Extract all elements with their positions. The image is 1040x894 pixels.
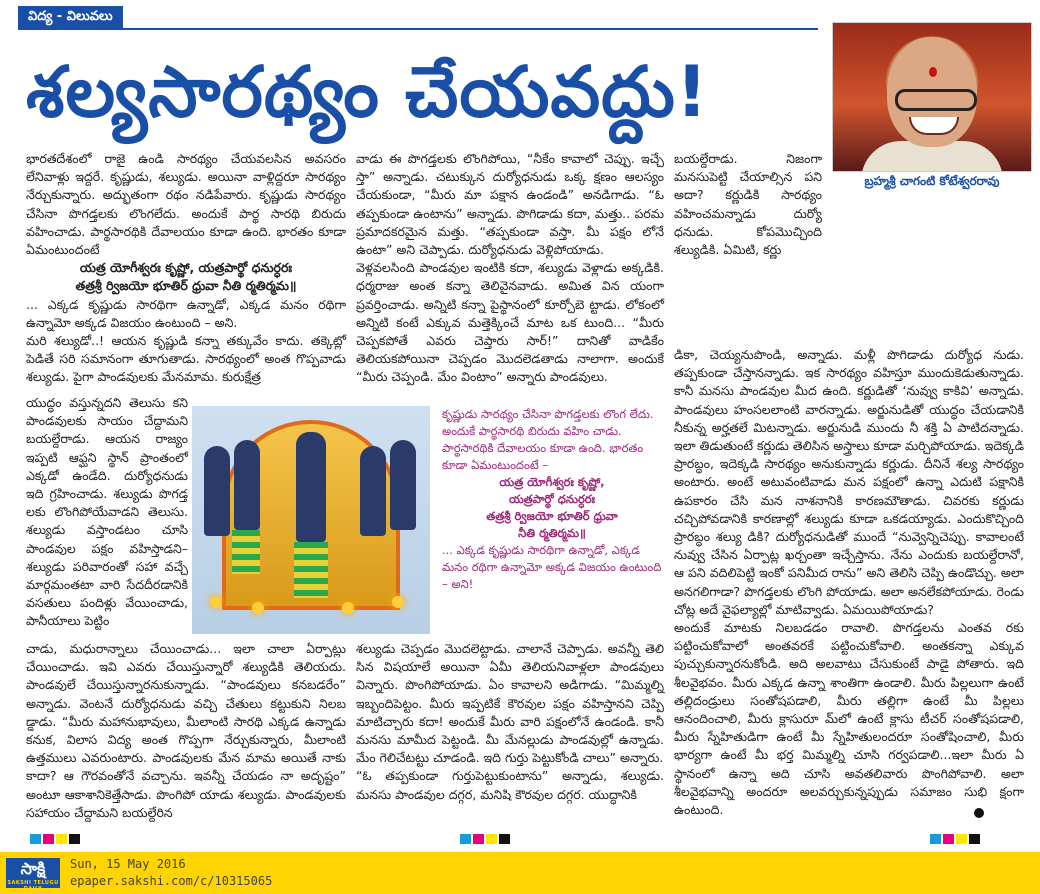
paragraph: యుద్ధం వస్తున్నదని తెలుసు కని పాండవులకు సాయం చేద్దామని బయల్దేరాడు. ఆయన రాజ్యం ఇప్పటి ఆఫ్ఘని స్థాన్ ప్రాంతంలో ఎక్కడో ఉండేది. దుర్యోధనుడు ఇది గ్రహించాడు. శల్యుడు పొగడ్త లకు లొంగిపోయేవాడని తెలుసు. శల్యుడు వస్తాండటం చూసి పాండవుల పక్షం వహిస్తాడని– శల్యుడు పరివారంతో సహా వచ్చే మార్గమంతటా వారి సేదదీరడానికి వసతులు పందిళ్లు వేయించాడు, పానీయాలు పెట్టిం (26, 395, 188, 629)
paragraph: “ఓ తప్పకుండా గుర్తుపెట్టుకుంటాను” అన్నాడు, శల్యుడు. మనసు పాండవుల దగ్గర, మనిషి కౌరవుల దగ్గర. యుద్ధానికి (356, 768, 664, 802)
paragraph: శల్యుడు చెప్పడం మొదలెట్టాడు. చాలానే చెప్పాడు. అవన్నీ తెలి సిన విషయాలే అయినా ఏమీ తెలియనివాళ్లలా పాండవులు విన్నారు. పొంగిపోయాడు. ఏం కావాలని అడిగాడు. “మిమ్మల్ని ఇబ్బందిపెట్టం. మీరు ఇప్పటికే కౌరవుల పక్షం వహిస్తానని చెప్పి మాటిచ్చారు కదా! అందుకే మీరు వారి పక్షంలోనే ఉండండి. కానీ మనసు మామీద పెట్టండి. మీ మేనల్లుడు పాండవుల్లో ఉన్నాడు. మేం గెలిచేటట్టు చూడండి. ఇది గుర్తు పెట్టుకోండి చాలు” అన్నారు. (356, 641, 664, 766)
temple-deity-photo (192, 406, 430, 634)
pull-quote-text: కృష్ణుడు సారథ్యం చేసినా పొగడ్తలకు లొంగ లేదు. అందుకే పార్థసారథి బిరుదు వహిం చాడు. పార్థసారథికి దేవాలయం కూడా ఉంది. భారతం కూడా ఏమంటుందంటే – (442, 407, 654, 472)
registration-marks (460, 834, 512, 844)
edition-date: Sun, 15 May 2016 (70, 857, 186, 871)
section-tag: విద్య - విలువలు (18, 6, 123, 28)
verse-line: తత్రశ్రీ ర్విజయో భూతిర్ ధ్రువా నీతి ర్మతిర్మమ॥ (75, 278, 297, 294)
article-column-1 (26, 150, 346, 387)
author-caption: బ్రహ్మశ్రీ చాగంటి కోటేశ్వరరావు (864, 174, 1000, 188)
pull-quote-verse: నీతి ర్మతిర్మమ॥ (518, 526, 586, 540)
article-column-1-lower (26, 640, 346, 822)
paragraph: అందుకే మాటకు నిలబడడం రావాలి. పొగడ్తలను ఎంతవ రకు పట్టించుకోవాలో అంతవరకే పట్టించుకోవాలి. అంతకన్నా ఎక్కువ పుచ్చుకున్నారనుకోండి. అది అలవాటు చేసుకుంటే పాడై పోతారు. ఇది శీలవైభవం. మీరు ఎక్కడ ఉన్నా శాంతిగా ఉండాలి. మీరు పిల్లలుగా ఉంటే తల్లిదండ్రులు సంతోషపడాలి, మీరు తల్లిగా ఉంటే మీ పిల్లలు ఆనందించాలి, మీరు క్లాసురూ మ్‌లో ఉంటే క్లాసు టీచర్ సంతోషపడాలి, మీరు స్నేహితుడిగా ఉంటే మీ స్నేహితులందరూ సంతోషించాలి, మీరు భార్యగా ఉంటే మీ భర్త మిమ్మల్ని చూసి గర్వపడాలి...ఇలా మీరు ఏ స్థానంలో ఉన్నా అది చూసి అవతలివారు పొంగిపోవాలి. అలా శీలవైభవాన్ని అందరూ అలవర్చుకున్నప్పుడు సమాజం సుభి క్షంగా ఉంటుంది. (674, 620, 1024, 818)
article-column-2 (356, 150, 664, 387)
pull-quote-verse: తత్రశ్రీ ర్విజయో భూతిర్ ధ్రువా (486, 509, 618, 523)
article-column-2-lower (356, 640, 664, 804)
end-mark-icon (974, 808, 984, 818)
logo-subtext: SAKSHI TELUGU DAILY (7, 880, 59, 892)
pull-quote-verse: యత్ర యోగీశ్వరః కృష్ణో, (499, 475, 605, 489)
paragraph: ... ఎక్కడ కృష్ణుడు సారథిగా ఉన్నాడో, ఎక్కడ మనం రథిగా ఉన్నామో అక్కడ విజయం ఉంటుంది – అని. (26, 296, 346, 330)
section-rule (18, 6, 818, 30)
sakshi-logo[interactable] (6, 858, 60, 892)
article-column-3-narrow (674, 150, 822, 259)
verse-line: యత్ర యోగీశ్వరః కృష్ణో, యత్రపార్థో ధనుర్ధరః (79, 260, 293, 276)
epaper-url[interactable]: epaper.sakshi.com/c/10315065 (70, 874, 273, 888)
paragraph: వాడు ఈ పొగడ్తలకు లొంగిపోయి, “నీకేం కావాలో చెప్పు. ఇచ్చే స్తా” అన్నాడు. చటుక్కున దుర్యోధనుడు ఒక్క క్షణం ఆలస్యం చేయకుండా, “మీరు మా పక్షాన ఉండండి” అనడిగాడు. “ఓ తప్పకుండా ఉంటాను” అన్నాడు. పొగిడాడు కదా, మత్తు.. పరమ ప్రమాదకరమైన మత్తు. “తప్పకుండా వస్తా. మీ పక్షం లోనే ఉంటా” అని చెప్పాడు. దుర్యోధనుడు వెళ్లిపోయాడు. (356, 151, 664, 258)
pull-quote-verse: యత్రపార్థో ధనుర్ధరః (508, 492, 596, 506)
registration-marks (930, 834, 982, 844)
registration-marks (30, 834, 82, 844)
author-photo (832, 22, 1032, 172)
paragraph: బయల్దేరాడు. నిజంగా మనసుపెట్టి చేయాల్సిన పని అదా? కర్ణుడికి సారథ్యం వహించమన్నాడు దుర్యో ధనుడు. కోపమొచ్చింది శల్యుడికి. ఏమిటి, కర్ణు (674, 151, 822, 258)
pull-quote-text: ... ఎక్కడ కృష్ణుడు సారథిగా ఉన్నాడో, ఎక్కడ మనం రథిగా ఉన్నామో అక్కడ విజయం ఉంటుంది – అని! (442, 543, 662, 591)
logo-text: సాక్షి (20, 859, 46, 878)
paragraph: మరి శల్యుడో..! ఆయన కృష్ణుడి కన్నా తక్కువేం కాదు. తక్కెట్లో పెడితే సరి సమానంగా తూగుతాడు. సారథ్యంలో అంత గొప్పవాడు శల్యుడు. పైగా పాండవులకు మేనమామ. కురుక్షేత్ర (26, 333, 346, 385)
article-column-1-narrow (26, 394, 188, 631)
footer-bar (0, 852, 1040, 894)
paragraph: భారతదేశంలో రాజై ఉండి సారథ్యం చేయవలసిన అవసరం లేనివాళ్లు ఇద్దరే. కృష్ణుడు, శల్యుడు. అయినా వాళ్లిద్దరూ సారథ్యం నేర్చుకున్నారు. అద్భుతంగా రథం నడిపేవారు. కృష్ణుడు సారథ్యం చేసినా పొగడ్తలకు లొంగలేదు. అందుకే పార్థ సారథి బిరుదు వహించాడు. పార్థసారథికి దేవాలయం కూడా ఉంది. భారతం కూడా ఏమంటుందంటే (26, 151, 346, 258)
pull-quote (442, 406, 662, 593)
headline: శల్యసారథ్యం చేయవద్దు! (26, 51, 709, 133)
article-column-3 (674, 346, 1024, 819)
paragraph: చాడు, మధురాన్నాలు చేయించాడు... ఇలా చాలా ఏర్పాట్లు చేయించాడు. ఇవి ఎవరు చేయిస్తున్నారో శల్యుడికి తెలియదు. పాండవులే చేయిస్తున్నారనుకున్నాడు. “పాండవులు కనబడరేం” అన్నాడు. వెంటనే దుర్యోధనుడు వచ్చి చేతులు కట్టుకుని నిలబ డ్డాడు. “మీరు మహానుభావులు, మీలాంటి సారథి ఎక్కడ ఉన్నాడు కనుక, విలాస విద్య అంత గొప్పగా నేర్చుకున్నారు, మీలాంటి ఉత్తములు ఎవరుంటారు. పాండవులకు మేన మామ అయితే నాకు కాదా? ఆ గౌరవంతోనే వచ్చాను. ఇవన్నీ చేయడం నా అదృష్టం” అంటూ ఆకాశానికెత్తేసాడు. పొంగిపో యాడు శల్యుడు. పాండవులకు సహాయం చేద్దామని బయల్దేరిన (26, 641, 346, 820)
paragraph: డికా, చెయ్యనుపొండి, అన్నాడు. మళ్లీ పొగిడాడు దుర్యోధ నుడు. తప్పకుండా చేస్తానన్నాడు. ఇక సారథ్యం వహిస్తూ ముందుకెడుతున్నాడు. కానీ మనసు పాండవుల మీద ఉంది. కర్ణుడితో ‘నువ్వు కాకివి’ అన్నాడు. పాండవులు హంసలలాంటి వారన్నాడు. అర్జునుడితో యుద్ధం చేయడానికి నీకున్న అర్హతలే మిటన్నాడు. అర్జునుడి ముందు నీ శక్తి ఏ పాటిదన్నాడు. ఇలా తిడుతుంటే కర్ణుడు తెలిసిన అస్త్రాలు కూడా మర్చిపోయాడు. ఇదెక్కడి ప్రారబ్ధం, ఇదెక్కడి సారథ్యం అనుకున్నాడు కర్ణుడు. దీనినే శల్య సారథ్యం అంటారు. అంటే అటువంటివాడు మన పక్షంలో ఉన్నా ఎదుటి పక్షానికి ఉపకారం చేసి మన నాశనానికి కారణమౌతాడు. చివరకు కర్ణుడు చచ్చిపోవడానికి కారణాల్లో శల్యుడు కూడా ఒకడయ్యాడు. ఎందుకొచ్చింది ప్రారబ్ధం శల్యు డికి? దుర్యోధనుడితో ముందే “నువ్వెన్నిచెప్పు. కావాలంటే నువ్వు చేసిన ఏర్పాట్ల ఖర్చంతా ఇచ్చేస్తాను. నేను ఎందుకు బయల్దేరానో, ఆ పని వదిలిపెట్టి ఇంకో పనిమీద రాను” అని తెలిసి చెప్పి ఉండొచ్చు. అలా అనగలిగాడా? పొగడ్తలకు లొంగి పోయాడు. అలా అనలేకపోయాడు. రెండు చోట్ల అదే వైఫల్యాల్లో మాటివ్వాడు. ఏమయిపోయాడు? (674, 347, 1024, 617)
paragraph: వెళ్లవలసింది పాండవుల ఇంటికి కదా, శల్యుడు వెళ్లాడు అక్కడికి. ధర్మరాజు అంత కన్నా తెలివైనవాడు. అమిత విన యంగా ప్రవర్తించాడు. అన్నిటి కన్నా పైస్థానంలో కూర్చోబె ట్టాడు. లోకంలో అన్నిటి కంటే ఎక్కువ మత్తెక్కించే మాట ఒక టుంది... “మీరు చెప్పకపోతే ఎవరు చెప్తారు సార్!” దానితో వాడికేం తెలియకపోయినా చెప్పడం మొదలెడతాడు నాలాగా. అందుకే “మీరు చెప్పండి. మేం వింటాం” అన్నారు పాండవులు. (356, 260, 664, 385)
